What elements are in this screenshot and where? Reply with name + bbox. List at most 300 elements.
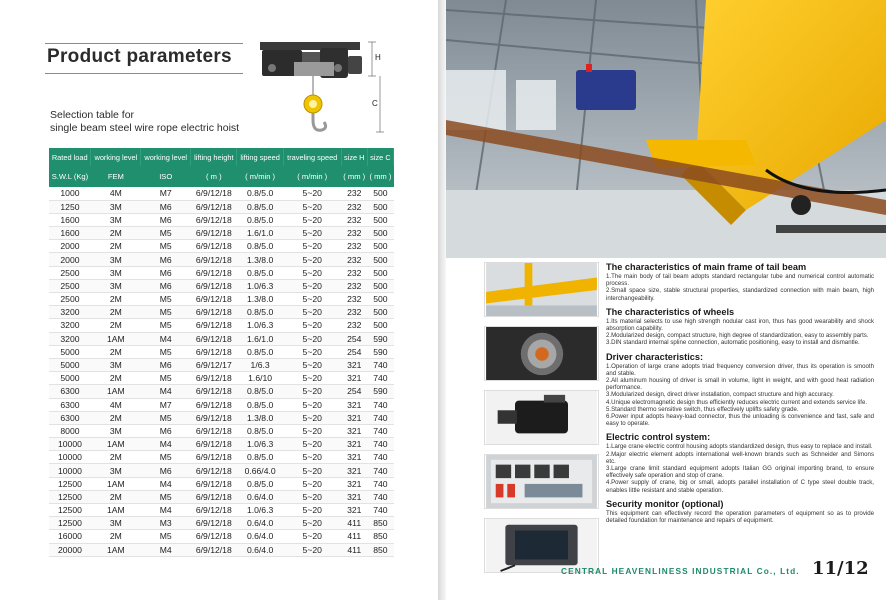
table-cell: M6 bbox=[141, 266, 191, 279]
table-cell: 740 bbox=[367, 411, 393, 424]
table-cell: 3M bbox=[91, 200, 141, 213]
table-cell: 0.8/5.0 bbox=[237, 187, 283, 200]
table-cell: 5~20 bbox=[283, 227, 341, 240]
th-sub-mm-c: ( mm ) bbox=[367, 166, 393, 187]
th-size-c: size C bbox=[367, 148, 393, 166]
section-text-line: 3.Modularized design, direct driver installation, compact structure and high accuracy. bbox=[606, 391, 834, 399]
table-cell: 6/9/12/18 bbox=[191, 227, 237, 240]
table-cell: 2500 bbox=[49, 266, 91, 279]
table-cell: 6/9/12/18 bbox=[191, 372, 237, 385]
table-cell: 0.8/5.0 bbox=[237, 266, 283, 279]
section-text-line: 4.Unique electromagnetic design thus efficiently reduces electric current and extends service life. bbox=[606, 398, 868, 406]
section-text-line: 3.Large crane limit standard equipment adopts Italian GG original importing brand, to ensure effectively safe operation and stop of crane. bbox=[606, 465, 874, 480]
table-cell: 5~20 bbox=[283, 358, 341, 371]
table-row bbox=[49, 543, 394, 556]
table-cell: M4 bbox=[141, 438, 191, 451]
table-cell: M3 bbox=[141, 517, 191, 530]
th-working-level-fem: working level bbox=[91, 148, 141, 166]
table-header-row bbox=[49, 148, 394, 166]
table-cell: 0.8/5.0 bbox=[237, 477, 283, 490]
table-cell: 1.0/6.3 bbox=[237, 279, 283, 292]
table-cell: 4M bbox=[91, 398, 141, 411]
table-cell: 2500 bbox=[49, 279, 91, 292]
table-cell: 12500 bbox=[49, 490, 91, 503]
table-cell: 0.8/5.0 bbox=[237, 398, 283, 411]
table-cell: M4 bbox=[141, 477, 191, 490]
table-cell: 0.6/4.0 bbox=[237, 517, 283, 530]
company-name: CENTRAL HEAVENLINESS INDUSTRIAL Co., Ltd. bbox=[561, 566, 800, 576]
table-cell: 500 bbox=[367, 293, 393, 306]
table-cell: 232 bbox=[341, 266, 367, 279]
section-text-line: 2.All aluminum housing of driver is small in volume, light in weight, and with good heat radiation performance. bbox=[606, 377, 874, 392]
table-cell: 5~20 bbox=[283, 530, 341, 543]
table-cell: 0.6/4.0 bbox=[237, 490, 283, 503]
table-cell: 1.3/8.0 bbox=[237, 253, 283, 266]
table-cell: 321 bbox=[341, 411, 367, 424]
table-cell: 3M bbox=[91, 358, 141, 371]
table-row bbox=[49, 345, 394, 358]
table-cell: 3M bbox=[91, 279, 141, 292]
dim-label-h: H bbox=[375, 53, 381, 62]
page-fold bbox=[438, 0, 446, 600]
table-cell: 1600 bbox=[49, 227, 91, 240]
th-sub-fem: FEM bbox=[91, 166, 141, 187]
table-cell: 1.3/8.0 bbox=[237, 293, 283, 306]
table-cell: 2000 bbox=[49, 240, 91, 253]
table-cell: 5~20 bbox=[283, 490, 341, 503]
table-cell: 2M bbox=[91, 319, 141, 332]
table-cell: 2500 bbox=[49, 293, 91, 306]
table-cell: M6 bbox=[141, 213, 191, 226]
table-cell: 0.8/5.0 bbox=[237, 306, 283, 319]
table-cell: 5~20 bbox=[283, 543, 341, 556]
table-cell: 740 bbox=[367, 398, 393, 411]
table-row bbox=[49, 438, 394, 451]
right-page bbox=[446, 0, 886, 600]
table-row bbox=[49, 213, 394, 226]
table-cell: 10000 bbox=[49, 464, 91, 477]
table-cell: 1AM bbox=[91, 438, 141, 451]
table-cell: 5~20 bbox=[283, 319, 341, 332]
table-row bbox=[49, 464, 394, 477]
section-title: Driver characteristics: bbox=[606, 351, 704, 362]
table-cell: M5 bbox=[141, 530, 191, 543]
table-cell: 5~20 bbox=[283, 306, 341, 319]
table-cell: 0.66/4.0 bbox=[237, 464, 283, 477]
table-cell: 6/9/12/18 bbox=[191, 345, 237, 358]
hoist-brake bbox=[348, 56, 362, 74]
table-cell: 500 bbox=[367, 240, 393, 253]
table-cell: 232 bbox=[341, 187, 367, 200]
table-row bbox=[49, 279, 394, 292]
hoist-frame bbox=[294, 62, 334, 76]
table-cell: 321 bbox=[341, 398, 367, 411]
table-cell: 10000 bbox=[49, 438, 91, 451]
table-cell: 5~20 bbox=[283, 279, 341, 292]
table-row bbox=[49, 253, 394, 266]
table-body bbox=[49, 187, 394, 556]
table-cell: 2000 bbox=[49, 253, 91, 266]
th-sub-m-min-travel: ( m/min ) bbox=[283, 166, 341, 187]
thumb-wheel bbox=[484, 326, 599, 381]
table-cell: 6/9/12/18 bbox=[191, 279, 237, 292]
table-cell: 5~20 bbox=[283, 398, 341, 411]
thumb-security-monitor bbox=[484, 518, 599, 573]
table-cell: 232 bbox=[341, 213, 367, 226]
table-cell: 6/9/12/18 bbox=[191, 504, 237, 517]
table-cell: 5~20 bbox=[283, 266, 341, 279]
table-cell: 740 bbox=[367, 372, 393, 385]
th-lifting-height: lifting height bbox=[191, 148, 237, 166]
table-cell: M5 bbox=[141, 319, 191, 332]
table-cell: 16000 bbox=[49, 530, 91, 543]
table-cell: 1.6/1.0 bbox=[237, 332, 283, 345]
table-cell: 411 bbox=[341, 517, 367, 530]
page-number: 11/12 bbox=[812, 558, 869, 579]
table-cell: 2M bbox=[91, 490, 141, 503]
table-cell: 5~20 bbox=[283, 464, 341, 477]
table-cell: 740 bbox=[367, 464, 393, 477]
thumb-tail-beam bbox=[484, 262, 599, 317]
table-cell: 500 bbox=[367, 213, 393, 226]
table-cell: 6/9/12/18 bbox=[191, 240, 237, 253]
section-text-line: This equipment can effectively record the operation parameters of equipment so as to provide detailed foundation for maintenance and repairs of equipment. bbox=[606, 509, 874, 525]
table-cell: 6/9/12/18 bbox=[191, 385, 237, 398]
table-cell: 1AM bbox=[91, 332, 141, 345]
th-traveling-speed: traveling speed bbox=[283, 148, 341, 166]
table-cell: 5~20 bbox=[283, 424, 341, 437]
table-row bbox=[49, 187, 394, 200]
thumb-electric-cabinet bbox=[484, 454, 599, 509]
thumb-driver-motor bbox=[484, 390, 599, 445]
table-cell: 5~20 bbox=[283, 253, 341, 266]
table-cell: 500 bbox=[367, 187, 393, 200]
table-cell: M4 bbox=[141, 543, 191, 556]
table-cell: 321 bbox=[341, 477, 367, 490]
section-title: Security monitor (optional) bbox=[606, 498, 724, 509]
section-title: Electric control system: bbox=[606, 432, 711, 443]
table-cell: 1.0/6.3 bbox=[237, 319, 283, 332]
table-cell: 10000 bbox=[49, 451, 91, 464]
th-sub-m-min: ( m/min ) bbox=[237, 166, 283, 187]
table-cell: 1AM bbox=[91, 385, 141, 398]
table-cell: 3M bbox=[91, 517, 141, 530]
section-text-line: 1.Its material selects to use high strength nodular cast iron, thus has good wearability and shock absorption capability. bbox=[606, 317, 874, 333]
table-cell: 1000 bbox=[49, 187, 91, 200]
table-cell: 12500 bbox=[49, 517, 91, 530]
table-cell: 2M bbox=[91, 227, 141, 240]
table-cell: 500 bbox=[367, 266, 393, 279]
table-cell: 3M bbox=[91, 424, 141, 437]
table-cell: 6/9/12/18 bbox=[191, 266, 237, 279]
table-row bbox=[49, 504, 394, 517]
th-sub-mm-h: ( mm ) bbox=[341, 166, 367, 187]
table-cell: 321 bbox=[341, 451, 367, 464]
section-text-line: 1.Large crane electric control housing adopts standardized design, thus easy to replace and install. bbox=[606, 443, 873, 451]
table-cell: 411 bbox=[341, 543, 367, 556]
table-cell: 232 bbox=[341, 227, 367, 240]
characteristics-sections bbox=[606, 262, 874, 524]
table-cell: 5~20 bbox=[283, 200, 341, 213]
table-cell: 0.6/4.0 bbox=[237, 530, 283, 543]
table-row bbox=[49, 240, 394, 253]
table-cell: 6/9/12/18 bbox=[191, 517, 237, 530]
table-cell: 740 bbox=[367, 504, 393, 517]
table-row bbox=[49, 477, 394, 490]
table-cell: 3M bbox=[91, 464, 141, 477]
table-row bbox=[49, 200, 394, 213]
table-cell: 321 bbox=[341, 504, 367, 517]
table-cell: 740 bbox=[367, 490, 393, 503]
th-lifting-speed: lifting speed bbox=[237, 148, 283, 166]
table-cell: 6300 bbox=[49, 385, 91, 398]
table-cell: M6 bbox=[141, 358, 191, 371]
table-cell: 1AM bbox=[91, 504, 141, 517]
table-cell: 590 bbox=[367, 345, 393, 358]
title-rule-top bbox=[45, 43, 243, 44]
table-cell: 1600 bbox=[49, 213, 91, 226]
table-cell: 500 bbox=[367, 200, 393, 213]
section-text-line: 2.Modularized design, compact structure, high degree of standardization, easy to assembly parts. bbox=[606, 332, 869, 340]
table-cell: 254 bbox=[341, 385, 367, 398]
table-cell: 6/9/12/18 bbox=[191, 424, 237, 437]
table-cell: 0.8/5.0 bbox=[237, 200, 283, 213]
table-cell: 5~20 bbox=[283, 438, 341, 451]
table-cell: 500 bbox=[367, 253, 393, 266]
table-cell: 0.8/5.0 bbox=[237, 424, 283, 437]
table-row bbox=[49, 332, 394, 345]
table-cell: M5 bbox=[141, 490, 191, 503]
table-cell: 740 bbox=[367, 424, 393, 437]
table-cell: 5~20 bbox=[283, 372, 341, 385]
hoist-dimension-diagram bbox=[258, 40, 388, 140]
table-cell: 1.0/6.3 bbox=[237, 438, 283, 451]
table-cell: 6/9/12/18 bbox=[191, 319, 237, 332]
table-cell: M6 bbox=[141, 253, 191, 266]
table-cell: 232 bbox=[341, 306, 367, 319]
table-cell: M6 bbox=[141, 464, 191, 477]
table-cell: 6/9/12/18 bbox=[191, 187, 237, 200]
section-text-line: 6.Power input adopts heavy-load connector, thus the unloading is convenience and fast, safe and easy to operate. bbox=[606, 413, 874, 428]
th-working-level-iso: working level bbox=[141, 148, 191, 166]
table-row bbox=[49, 266, 394, 279]
table-cell: M5 bbox=[141, 411, 191, 424]
table-cell: 6/9/12/18 bbox=[191, 398, 237, 411]
table-cell: 500 bbox=[367, 319, 393, 332]
table-cell: 321 bbox=[341, 358, 367, 371]
table-row bbox=[49, 517, 394, 530]
table-cell: 1AM bbox=[91, 477, 141, 490]
table-cell: 6/9/12/18 bbox=[191, 543, 237, 556]
table-cell: 321 bbox=[341, 438, 367, 451]
table-cell: 1.6/10 bbox=[237, 372, 283, 385]
table-cell: 2M bbox=[91, 530, 141, 543]
table-cell: M6 bbox=[141, 200, 191, 213]
table-cell: 8000 bbox=[49, 424, 91, 437]
table-cell: 850 bbox=[367, 517, 393, 530]
table-cell: 0.8/5.0 bbox=[237, 385, 283, 398]
section-title: The characteristics of main frame of tail beam bbox=[606, 262, 807, 272]
section-text-line: 1.Operation of large crane adopts triad frequency conversion driver, thus its operation is smooth and stable. bbox=[606, 362, 874, 377]
table-cell: 6/9/12/18 bbox=[191, 451, 237, 464]
table-cell: 2M bbox=[91, 411, 141, 424]
table-cell: 12500 bbox=[49, 504, 91, 517]
caption-line-1: Selection table for bbox=[50, 109, 135, 121]
table-cell: 4M bbox=[91, 187, 141, 200]
hook-block-center bbox=[309, 100, 317, 108]
table-cell: M7 bbox=[141, 398, 191, 411]
section-text-line: 2.Small space size, stable structural properties, standardized connection with main beam, high interchangeability. bbox=[606, 287, 874, 302]
table-cell: M5 bbox=[141, 451, 191, 464]
table-cell: 3200 bbox=[49, 306, 91, 319]
table-cell: 5~20 bbox=[283, 451, 341, 464]
table-cell: 5~20 bbox=[283, 293, 341, 306]
table-cell: 6/9/12/18 bbox=[191, 530, 237, 543]
table-cell: 5~20 bbox=[283, 504, 341, 517]
table-cell: 6/9/12/18 bbox=[191, 490, 237, 503]
table-row bbox=[49, 424, 394, 437]
table-cell: 5~20 bbox=[283, 385, 341, 398]
table-cell: M4 bbox=[141, 504, 191, 517]
table-row bbox=[49, 490, 394, 503]
table-cell: M5 bbox=[141, 240, 191, 253]
table-cell: 20000 bbox=[49, 543, 91, 556]
table-cell: 500 bbox=[367, 306, 393, 319]
table-cell: M5 bbox=[141, 372, 191, 385]
title-rule-bottom bbox=[45, 73, 243, 74]
table-cell: 590 bbox=[367, 385, 393, 398]
table-cell: 2M bbox=[91, 345, 141, 358]
table-row bbox=[49, 411, 394, 424]
table-row bbox=[49, 306, 394, 319]
table-cell: 6/9/12/18 bbox=[191, 213, 237, 226]
table-cell: 2M bbox=[91, 451, 141, 464]
table-cell: 5~20 bbox=[283, 187, 341, 200]
table-cell: 2M bbox=[91, 293, 141, 306]
table-row bbox=[49, 530, 394, 543]
section-title: The characteristics of wheels bbox=[606, 306, 735, 317]
table-cell: 6/9/12/18 bbox=[191, 464, 237, 477]
table-cell: 1250 bbox=[49, 200, 91, 213]
table-cell: 590 bbox=[367, 332, 393, 345]
table-cell: 321 bbox=[341, 464, 367, 477]
table-cell: 6/9/12/18 bbox=[191, 332, 237, 345]
table-cell: 6/9/12/18 bbox=[191, 306, 237, 319]
section-text-line: 4.Power supply of crane, big or small, adopts parallel installation of C type steel double track, enables little resistant and stable operation. bbox=[606, 479, 874, 494]
table-cell: 850 bbox=[367, 543, 393, 556]
table-cell: M5 bbox=[141, 227, 191, 240]
dim-label-c: C bbox=[372, 99, 378, 108]
table-cell: 6/9/12/18 bbox=[191, 411, 237, 424]
table-cell: 5~20 bbox=[283, 411, 341, 424]
table-cell: 3M bbox=[91, 266, 141, 279]
table-cell: 2M bbox=[91, 306, 141, 319]
table-cell: 0.8/5.0 bbox=[237, 240, 283, 253]
table-cell: 232 bbox=[341, 200, 367, 213]
table-cell: 6300 bbox=[49, 411, 91, 424]
table-cell: M5 bbox=[141, 293, 191, 306]
table-cell: 2M bbox=[91, 240, 141, 253]
table-row bbox=[49, 227, 394, 240]
table-cell: 3M bbox=[91, 253, 141, 266]
table-cell: 232 bbox=[341, 240, 367, 253]
table-cell: 6300 bbox=[49, 398, 91, 411]
hook bbox=[313, 113, 326, 130]
table-cell: 1AM bbox=[91, 543, 141, 556]
table-cell: M4 bbox=[141, 385, 191, 398]
table-cell: 2M bbox=[91, 372, 141, 385]
table-cell: 5000 bbox=[49, 358, 91, 371]
crane-hero-photo bbox=[446, 0, 886, 258]
table-cell: 232 bbox=[341, 279, 367, 292]
th-sub-m: ( m ) bbox=[191, 166, 237, 187]
table-cell: 1.6/1.0 bbox=[237, 227, 283, 240]
table-cell: 5000 bbox=[49, 345, 91, 358]
table-cell: M6 bbox=[141, 279, 191, 292]
table-cell: 254 bbox=[341, 332, 367, 345]
table-row bbox=[49, 319, 394, 332]
table-cell: 321 bbox=[341, 424, 367, 437]
table-cell: 0.6/4.0 bbox=[237, 543, 283, 556]
table-cell: 740 bbox=[367, 438, 393, 451]
th-size-h: size H bbox=[341, 148, 367, 166]
table-cell: 0.8/5.0 bbox=[237, 213, 283, 226]
crane-trolley bbox=[576, 70, 636, 110]
table-cell: 321 bbox=[341, 490, 367, 503]
table-cell: 500 bbox=[367, 279, 393, 292]
table-cell: 740 bbox=[367, 477, 393, 490]
table-cell: 232 bbox=[341, 293, 367, 306]
table-row bbox=[49, 358, 394, 371]
table-cell: 5~20 bbox=[283, 345, 341, 358]
selection-caption bbox=[50, 109, 239, 135]
table-cell: 3M bbox=[91, 213, 141, 226]
table-cell: 254 bbox=[341, 345, 367, 358]
table-cell: 740 bbox=[367, 358, 393, 371]
table-cell: 6/9/12/17 bbox=[191, 358, 237, 371]
table-cell: M4 bbox=[141, 332, 191, 345]
table-subheader-row bbox=[49, 166, 394, 187]
table-cell: 1/6.3 bbox=[237, 358, 283, 371]
table-cell: 5000 bbox=[49, 372, 91, 385]
table-cell: 5~20 bbox=[283, 240, 341, 253]
table-cell: 12500 bbox=[49, 477, 91, 490]
table-cell: 0.8/5.0 bbox=[237, 345, 283, 358]
table-cell: 232 bbox=[341, 253, 367, 266]
table-row bbox=[49, 372, 394, 385]
table-cell: 5~20 bbox=[283, 332, 341, 345]
table-row bbox=[49, 451, 394, 464]
section-text-line: 5.Standard thermo sensitive switch, thus effectively uplifts safety grade. bbox=[606, 405, 799, 413]
table-row bbox=[49, 293, 394, 306]
table-cell: 740 bbox=[367, 451, 393, 464]
table-cell: 411 bbox=[341, 530, 367, 543]
table-cell: 6/9/12/18 bbox=[191, 200, 237, 213]
table-cell: M6 bbox=[141, 424, 191, 437]
table-cell: 3200 bbox=[49, 319, 91, 332]
caption-line-2: single beam steel wire rope electric hoist bbox=[50, 122, 240, 134]
table-cell: 500 bbox=[367, 227, 393, 240]
table-cell: M5 bbox=[141, 306, 191, 319]
table-cell: 0.8/5.0 bbox=[237, 451, 283, 464]
table-cell: 3200 bbox=[49, 332, 91, 345]
parameters-table bbox=[49, 148, 394, 557]
table-cell: 6/9/12/18 bbox=[191, 253, 237, 266]
section-text-line: 1.The main body of tail beam adopts standard rectangular tube and numerical control automatic process. bbox=[606, 273, 874, 288]
table-cell: M7 bbox=[141, 187, 191, 200]
table-cell: 321 bbox=[341, 372, 367, 385]
table-cell: M5 bbox=[141, 345, 191, 358]
